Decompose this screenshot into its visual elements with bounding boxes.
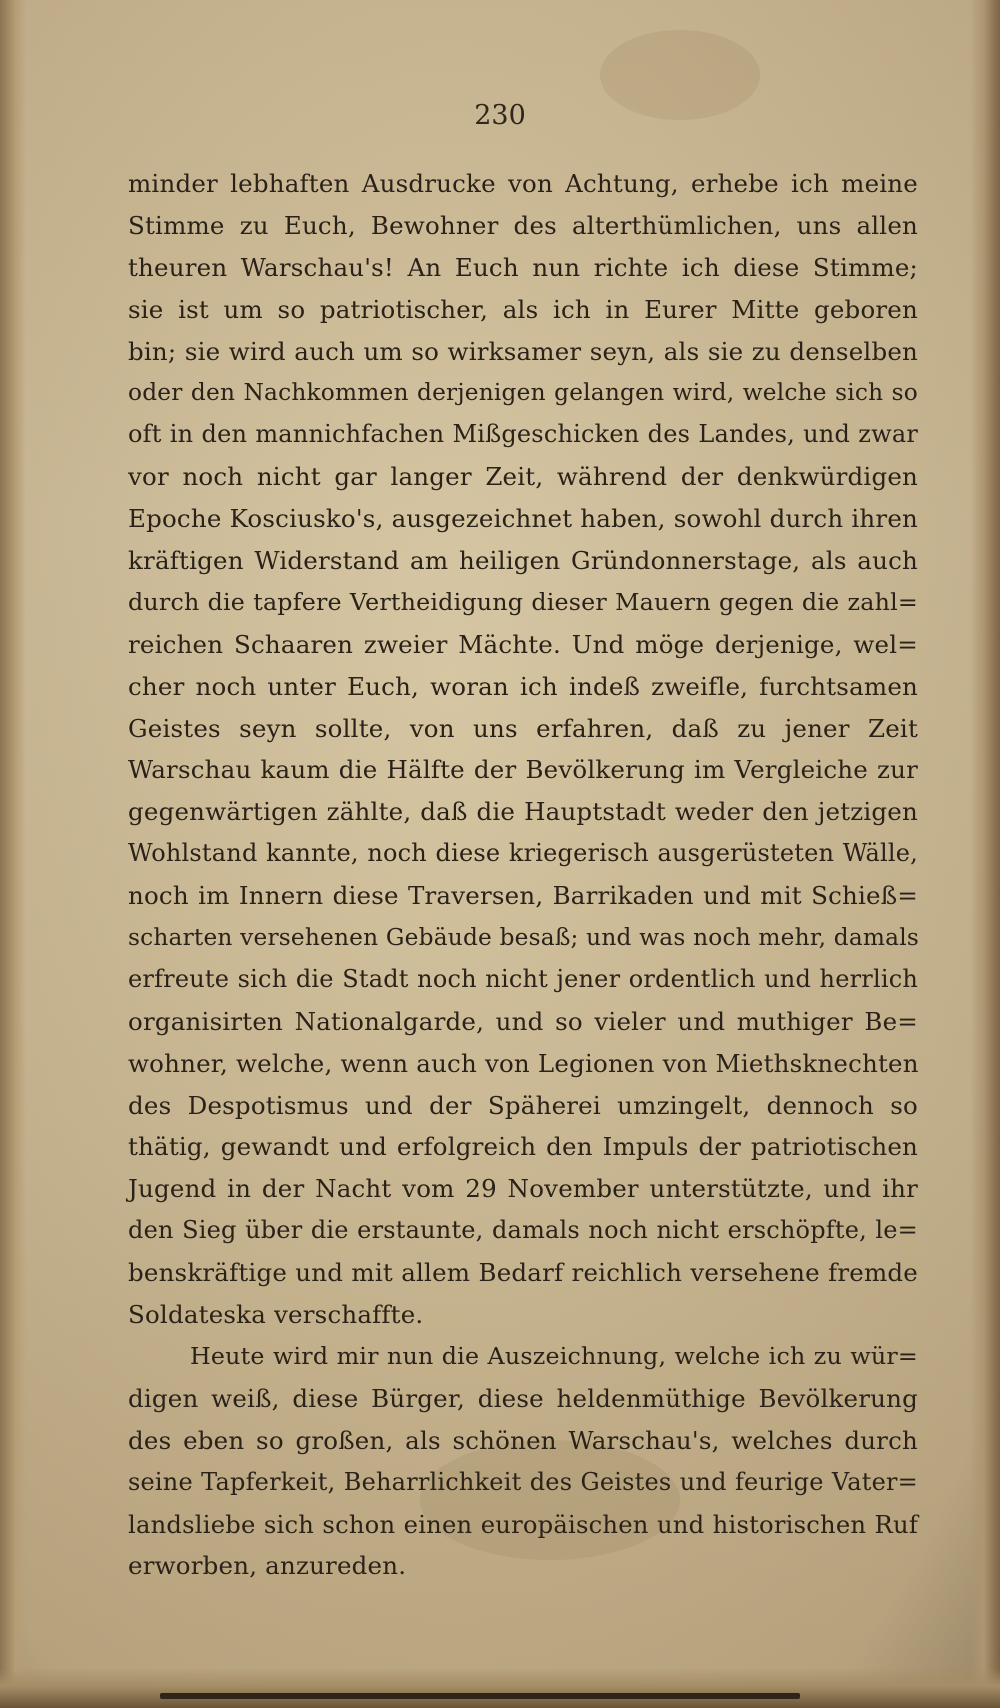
text-line: Epoche Kosciusko's, ausgezeichnet haben, sowohl durch ihren — [128, 504, 918, 534]
text-line-paragraph-end: Soldateska verschaffte. — [128, 1300, 424, 1330]
text-line: Wohlstand kannte, noch diese kriegerisch ausgerüsteten Wälle, — [128, 839, 918, 868]
text-line: des eben so großen, als schönen Warschau's, welches durch — [128, 1425, 918, 1455]
text-line: theuren Warschau's! An Euch nun richte ich diese Stimme; — [128, 252, 918, 282]
text-line-paragraph-start: Heute wird mir nun die Auszeichnung, welche ich zu wür= — [190, 1341, 918, 1370]
text-line: wohner, welche, wenn auch von Legionen von Miethsknechten — [128, 1048, 919, 1078]
text-line: scharten versehenen Gebäude besaß; und was noch mehr, damals — [128, 924, 919, 952]
text-line: durch die tapfere Vertheidigung dieser Mauern gegen die zahl= — [128, 587, 918, 616]
page-right-edge-shadow — [970, 0, 1000, 1708]
text-line: organisirten Nationalgarde, und so vieler und muthiger Be= — [128, 1006, 918, 1036]
text-line: bin; sie wird auch um so wirksamer seyn, als sie zu denselben — [128, 336, 918, 366]
text-line: digen weiß, diese Bürger, diese heldenmüthige Bevölkerung — [128, 1383, 918, 1413]
text-line: sie ist um so patriotischer, als ich in Eurer Mitte geboren — [128, 294, 918, 324]
text-line: noch im Innern diese Traversen, Barrikaden und mit Schieß= — [128, 881, 918, 911]
text-line: gegenwärtigen zählte, daß die Hauptstadt weder den jetzigen — [128, 797, 918, 827]
text-line: oft in den mannichfachen Mißgeschicken des Landes, und zwar — [128, 420, 918, 449]
text-line: seine Tapferkeit, Beharrlichkeit des Geistes und feurige Vater= — [128, 1467, 918, 1496]
text-line: des Despotismus und der Späherei umzingelt, dennoch so — [128, 1090, 918, 1120]
body-text — [128, 163, 918, 1587]
text-line: oder den Nachkommen derjenigen gelangen wird, welche sich so — [128, 379, 918, 407]
text-line: reichen Schaaren zweier Mächte. Und möge derjenige, wel= — [128, 629, 918, 659]
text-line: Jugend in der Nacht vom 29 November unterstützte, und ihr — [128, 1174, 918, 1204]
text-line-paragraph-end: erworben, anzureden. — [128, 1551, 407, 1581]
text-line: landsliebe sich schon einen europäischen und historischen Ruf — [128, 1509, 918, 1539]
text-line: Stimme zu Euch, Bewohner des alterthümlichen, uns allen — [128, 210, 918, 240]
text-line: thätig, gewandt und erfolgreich den Impuls der patriotischen — [128, 1132, 918, 1162]
page-number: 230 — [474, 100, 526, 131]
text-line: Geistes seyn sollte, von uns erfahren, daß zu jener Zeit — [128, 713, 918, 743]
text-line: erfreute sich die Stadt noch nicht jener ordentlich und herrlich — [128, 964, 918, 993]
text-line: den Sieg über die erstaunte, damals noch nicht erschöpfte, le= — [128, 1216, 918, 1245]
text-line: Warschau kaum die Hälfte der Bevölkerung im Vergleiche zur — [128, 755, 918, 785]
page-bottom-edge-shadow — [0, 1668, 1000, 1708]
text-line: cher noch unter Euch, woran ich indeß zweifle, furchtsamen — [128, 671, 918, 701]
text-line: kräftigen Widerstand am heiligen Gründonnerstage, als auch — [128, 546, 918, 576]
text-line: minder lebhaften Ausdrucke von Achtung, erhebe ich meine — [128, 169, 918, 198]
text-line: benskräftige und mit allem Bedarf reichlich versehene fremde — [128, 1258, 918, 1288]
bottom-dark-rule — [160, 1693, 800, 1699]
page-left-edge-shadow — [0, 0, 26, 1708]
text-line: vor noch nicht gar langer Zeit, während der denkwürdigen — [128, 462, 918, 492]
